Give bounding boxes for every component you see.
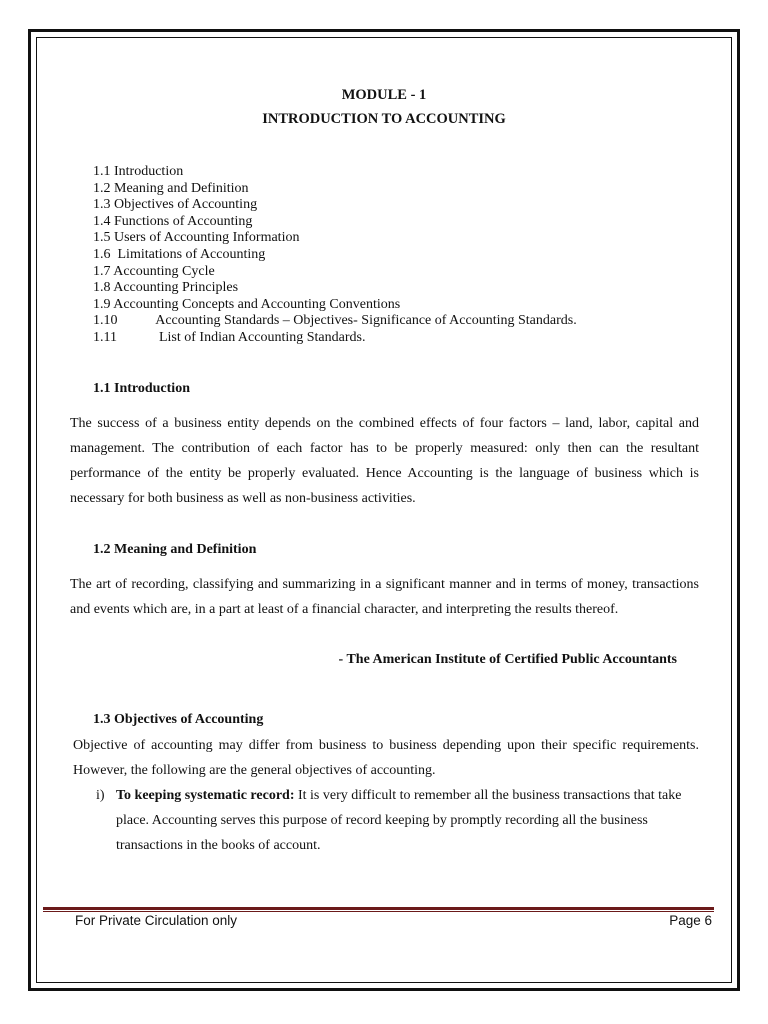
module-label: MODULE - 1 bbox=[341, 87, 427, 103]
footer-circulation-note: For Private Circulation only bbox=[75, 913, 238, 928]
section-heading-introduction: 1.1 Introduction bbox=[93, 381, 190, 396]
toc-item: 1.11 List of Indian Accounting Standards. bbox=[93, 329, 366, 345]
toc-item: 1.1 Introduction bbox=[93, 164, 184, 179]
toc-item: 1.8 Accounting Principles bbox=[93, 280, 239, 296]
definition-paragraph: The art of recording, classifying and summarizing in a significant manner and in terms of money, transactions and events which are, in a part at least of a financial character, and interpreting the results thereof. bbox=[70, 577, 699, 617]
toc-item: 1.6 Limitations of Accounting bbox=[93, 246, 266, 262]
page-title: INTRODUCTION TO ACCOUNTING bbox=[262, 111, 506, 127]
introduction-paragraph: The success of a business entity depends on the combined effects of four factors – land, labor, capital and management. The contribution of each factor has to be properly measured: only then can the resultant performance of the entity be properly evaluated. Hence Accounting is the language of business which is necessary for both business as well as non-business activities. bbox=[70, 416, 699, 506]
objectives-paragraph: Objective of accounting may differ from business to business depending upon their specific requirements. However, the following are the general objectives of accounting. bbox=[73, 738, 699, 778]
footer-divider bbox=[43, 907, 714, 910]
page-number: Page 6 bbox=[669, 913, 712, 928]
toc-item: 1.3 Objectives of Accounting bbox=[93, 197, 258, 213]
toc-item: 1.2 Meaning and Definition bbox=[93, 180, 249, 196]
list-item-text: It is very difficult to remember all the business transactions that take place. Accounting serves this purpose of record keeping by promptly recording all the business transactions in the books of account. bbox=[116, 788, 682, 853]
list-item bbox=[96, 783, 690, 858]
toc-item: 1.10 Accounting Standards – Objectives- Significance of Accounting Standards. bbox=[93, 313, 577, 329]
section-heading-meaning: 1.2 Meaning and Definition bbox=[93, 542, 257, 557]
list-item-label: To keeping systematic record: bbox=[116, 788, 295, 803]
toc-item: 1.4 Functions of Accounting bbox=[93, 213, 253, 229]
table-of-contents bbox=[93, 164, 577, 347]
definition-source: - The American Institute of Certified Public Accountants bbox=[338, 652, 677, 667]
footer-divider-thin bbox=[43, 911, 714, 912]
list-marker: i) bbox=[96, 788, 105, 803]
toc-item: 1.7 Accounting Cycle bbox=[93, 263, 215, 279]
section-heading-objectives: 1.3 Objectives of Accounting bbox=[93, 712, 264, 727]
toc-item: 1.9 Accounting Concepts and Accounting Conventions bbox=[93, 296, 401, 312]
toc-item: 1.5 Users of Accounting Information bbox=[93, 230, 300, 246]
